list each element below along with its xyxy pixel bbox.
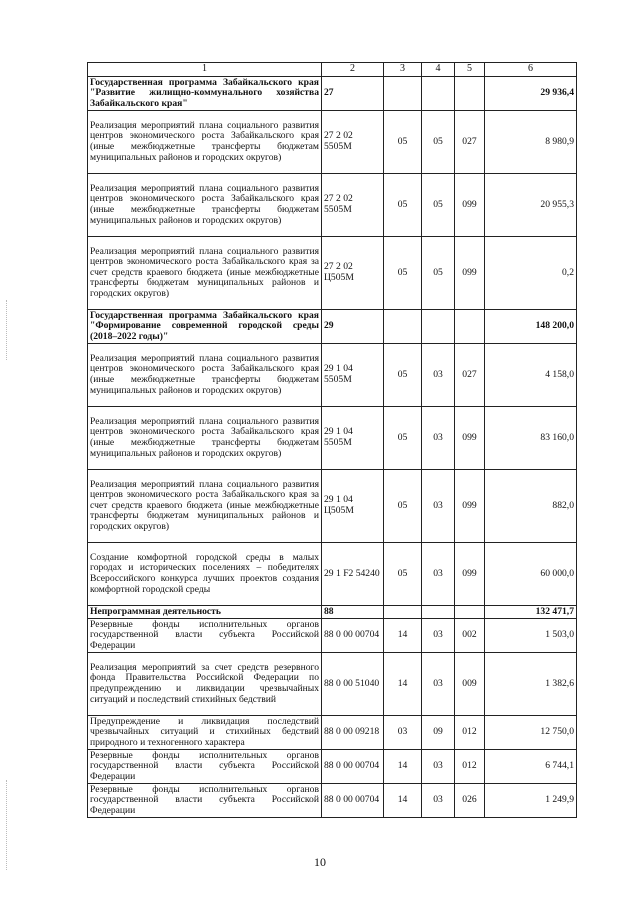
row-subsection: 03: [422, 784, 455, 818]
row-target-code: 27: [322, 77, 384, 111]
row-target-code: 27 2 02 Ц505М: [322, 237, 384, 310]
row-subsection: 03: [422, 653, 455, 716]
row-amount: 148 200,0: [485, 310, 577, 344]
row-expense-type: 009: [455, 653, 485, 716]
row-target-code: 27 2 02 5505М: [322, 111, 384, 174]
row-name: Резервные фонды исполнительных органов государственной власти субъекта Российской Федерации: [88, 750, 322, 784]
row-amount: 6 744,1: [485, 750, 577, 784]
row-subsection: 05: [422, 237, 455, 310]
row-subsection: 03: [422, 344, 455, 407]
row-name: Резервные фонды исполнительных органов государственной власти субъекта Российской Федерации: [88, 619, 322, 653]
row-expense-type: 012: [455, 716, 485, 750]
header-col-4: 4: [422, 63, 455, 77]
row-expense-type: 099: [455, 470, 485, 543]
row-target-code: 88: [322, 606, 384, 619]
table-row: [88, 784, 577, 818]
row-expense-type: 012: [455, 750, 485, 784]
row-expense-type: 027: [455, 111, 485, 174]
row-subsection: 05: [422, 174, 455, 237]
row-amount: 132 471,7: [485, 606, 577, 619]
table-row: [88, 653, 577, 716]
row-amount: 20 955,3: [485, 174, 577, 237]
row-expense-type: 099: [455, 407, 485, 470]
row-amount: 4 158,0: [485, 344, 577, 407]
row-name: Реализация мероприятий плана социального развития центров экономического роста Забайкальского края (иные межбюджетные трансферты бюджетам муниципальных районов и городских округов): [88, 111, 322, 174]
row-name: Предупреждение и ликвидация последствий чрезвычайных ситуаций и стихийных бедствий природного и техногенного характера: [88, 716, 322, 750]
table-row: [88, 606, 577, 619]
row-target-code: 27 2 02 5505М: [322, 174, 384, 237]
row-name: Создание комфортной городской среды в малых городах и исторических поселениях – победителях Всероссийского конкурса лучших проектов создания комфортной городской среды: [88, 543, 322, 606]
row-target-code: 29 1 04 Ц505М: [322, 470, 384, 543]
row-target-code: 88 0 00 09218: [322, 716, 384, 750]
row-expense-type: 099: [455, 174, 485, 237]
row-subsection: 03: [422, 470, 455, 543]
row-name: Реализация мероприятий плана социального развития центров экономического роста Забайкальского края (иные межбюджетные трансферты бюджетам муниципальных районов и городских округов): [88, 174, 322, 237]
row-name: Непрограммная деятельность: [88, 606, 322, 619]
row-section: 05: [384, 344, 422, 407]
row-amount: 1 503,0: [485, 619, 577, 653]
row-amount: 8 980,9: [485, 111, 577, 174]
row-section: [384, 606, 422, 619]
row-subsection: 03: [422, 619, 455, 653]
row-target-code: 88 0 00 00704: [322, 619, 384, 653]
row-name: Реализация мероприятий за счет средств резервного фонда Правительства Российской Федерации по предупреждению и ликвидации чрезвычайных ситуаций и последствий стихийных бедствий: [88, 653, 322, 716]
page-number: 10: [314, 855, 326, 869]
row-name: Реализация мероприятий плана социального развития центров экономического роста Забайкальского края (иные межбюджетные трансферты бюджетам муниципальных районов и городских округов): [88, 344, 322, 407]
row-amount: 1 382,6: [485, 653, 577, 716]
row-name: Реализация мероприятий плана социального развития центров экономического роста Забайкальского края за счет средств краевого бюджета (иные межбюджетные трансферты бюджетам муниципальных районов и городских округов): [88, 470, 322, 543]
row-section: 05: [384, 543, 422, 606]
row-expense-type: 002: [455, 619, 485, 653]
row-amount: 12 750,0: [485, 716, 577, 750]
row-target-code: 88 0 00 00704: [322, 784, 384, 818]
table-row: [88, 470, 577, 543]
row-section: 14: [384, 784, 422, 818]
row-amount: 29 936,4: [485, 77, 577, 111]
row-expense-type: [455, 606, 485, 619]
table-row: [88, 619, 577, 653]
table-row: [88, 174, 577, 237]
budget-table: [87, 62, 577, 818]
table-row: [88, 407, 577, 470]
table-row: [88, 310, 577, 344]
table-header-row: [88, 63, 577, 77]
row-section: 03: [384, 716, 422, 750]
table-row: [88, 77, 577, 111]
row-subsection: [422, 310, 455, 344]
row-name: Реализация мероприятий плана социального развития центров экономического роста Забайкальского края за счет средств краевого бюджета (иные межбюджетные трансферты бюджетам муниципальных районов и городских округов): [88, 237, 322, 310]
header-col-3: 3: [384, 63, 422, 77]
table-row: [88, 543, 577, 606]
row-expense-type: 027: [455, 344, 485, 407]
row-name: Государственная программа Забайкальского края "Развитие жилищно-коммунального хозяйства Забайкальского края": [88, 77, 322, 111]
row-subsection: [422, 77, 455, 111]
row-section: 05: [384, 470, 422, 543]
row-target-code: 29 1 04 5505М: [322, 407, 384, 470]
row-section: 14: [384, 750, 422, 784]
table-row: [88, 344, 577, 407]
row-target-code: 29 1 04 5505М: [322, 344, 384, 407]
row-expense-type: 026: [455, 784, 485, 818]
header-col-1: 1: [88, 63, 322, 77]
row-target-code: 29 1 F2 54240: [322, 543, 384, 606]
row-target-code: 88 0 00 51040: [322, 653, 384, 716]
row-expense-type: 099: [455, 543, 485, 606]
table-row: [88, 237, 577, 310]
table-row: [88, 716, 577, 750]
row-amount: 60 000,0: [485, 543, 577, 606]
row-subsection: 09: [422, 716, 455, 750]
row-target-code: 88 0 00 00704: [322, 750, 384, 784]
row-target-code: 29: [322, 310, 384, 344]
row-amount: 1 249,9: [485, 784, 577, 818]
row-subsection: 03: [422, 543, 455, 606]
row-subsection: 03: [422, 750, 455, 784]
row-section: [384, 77, 422, 111]
row-expense-type: [455, 310, 485, 344]
row-amount: 0,2: [485, 237, 577, 310]
row-name: Реализация мероприятий плана социального развития центров экономического роста Забайкальского края (иные межбюджетные трансферты бюджетам муниципальных районов и городских округов): [88, 407, 322, 470]
header-col-5: 5: [455, 63, 485, 77]
row-section: 14: [384, 619, 422, 653]
header-col-6: 6: [485, 63, 577, 77]
row-expense-type: [455, 77, 485, 111]
row-name: Резервные фонды исполнительных органов государственной власти субъекта Российской Федерации: [88, 784, 322, 818]
row-amount: 882,0: [485, 470, 577, 543]
row-name: Государственная программа Забайкальского края "Формирование современной городской среды (2018–2022 годы)": [88, 310, 322, 344]
row-section: 14: [384, 653, 422, 716]
row-amount: 83 160,0: [485, 407, 577, 470]
row-section: 05: [384, 174, 422, 237]
margin-mark-top: [6, 300, 8, 360]
row-section: 05: [384, 237, 422, 310]
table-row: [88, 750, 577, 784]
row-expense-type: 099: [455, 237, 485, 310]
row-subsection: 05: [422, 111, 455, 174]
header-col-2: 2: [322, 63, 384, 77]
row-section: 05: [384, 111, 422, 174]
row-section: 05: [384, 407, 422, 470]
row-section: [384, 310, 422, 344]
row-subsection: 03: [422, 407, 455, 470]
table-row: [88, 111, 577, 174]
row-subsection: [422, 606, 455, 619]
